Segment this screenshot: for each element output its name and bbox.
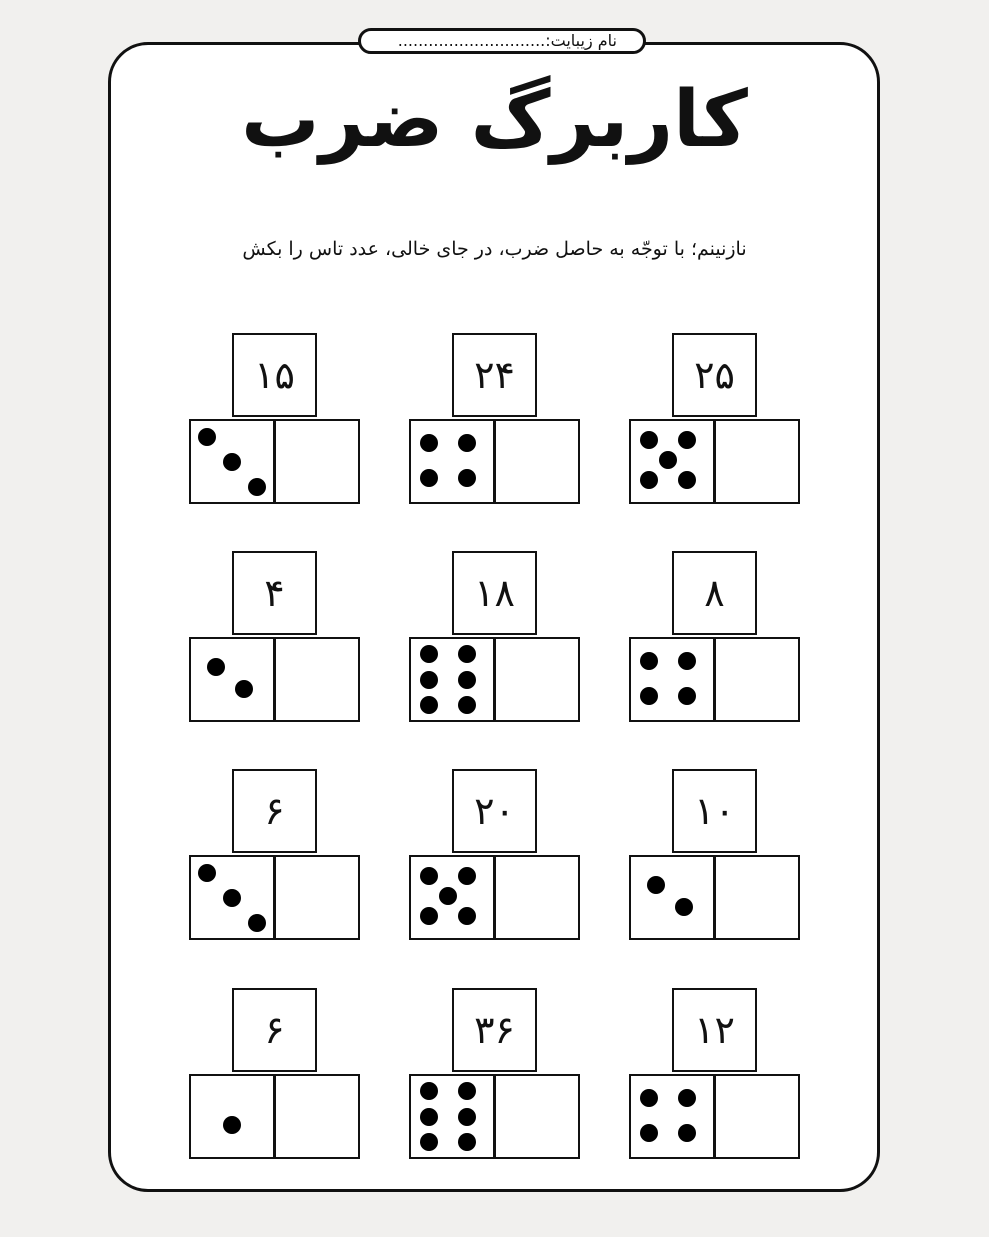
die-pip [420, 1108, 438, 1126]
die-face [409, 1074, 495, 1159]
die-pip [678, 652, 696, 670]
die-face [629, 637, 715, 722]
die-pip [223, 453, 241, 471]
die-pip [420, 1133, 438, 1151]
product-box: ۲۴ [452, 333, 537, 417]
product-box: ۲۵ [672, 333, 757, 417]
die-pip [235, 680, 253, 698]
die-face [409, 419, 495, 504]
die-pip [420, 469, 438, 487]
die-pip [458, 434, 476, 452]
die-pip [223, 1116, 241, 1134]
product-box: ۶ [232, 769, 317, 853]
die-pip [640, 431, 658, 449]
die-pip [458, 645, 476, 663]
product-box: ۱۰ [672, 769, 757, 853]
die-pip [640, 471, 658, 489]
die-pip [420, 867, 438, 885]
die-pip [420, 696, 438, 714]
answer-box[interactable] [274, 637, 360, 722]
die-pip [223, 889, 241, 907]
die-pip [458, 469, 476, 487]
answer-box[interactable] [274, 1074, 360, 1159]
answer-box[interactable] [714, 855, 800, 940]
die-pip [659, 451, 677, 469]
die-pip [248, 914, 266, 932]
die-pip [248, 478, 266, 496]
die-pip [198, 864, 216, 882]
answer-box[interactable] [494, 637, 580, 722]
die-pip [439, 887, 457, 905]
die-pip [420, 645, 438, 663]
die-face [189, 1074, 275, 1159]
answer-box[interactable] [274, 419, 360, 504]
die-pip [198, 428, 216, 446]
product-box: ۲۰ [452, 769, 537, 853]
answer-box[interactable] [714, 637, 800, 722]
die-pip [640, 1124, 658, 1142]
answer-box[interactable] [494, 1074, 580, 1159]
answer-box[interactable] [714, 1074, 800, 1159]
die-pip [678, 471, 696, 489]
answer-box[interactable] [274, 855, 360, 940]
die-pip [420, 671, 438, 689]
die-pip [678, 431, 696, 449]
die-pip [647, 876, 665, 894]
die-pip [458, 1108, 476, 1126]
die-pip [678, 1089, 696, 1107]
product-box: ۱۲ [672, 988, 757, 1072]
die-pip [458, 907, 476, 925]
name-field[interactable]: نام زیبایت:............................. [358, 28, 646, 54]
product-box: ۸ [672, 551, 757, 635]
product-box: ۴ [232, 551, 317, 635]
die-pip [458, 867, 476, 885]
product-box: ۱۸ [452, 551, 537, 635]
answer-box[interactable] [494, 855, 580, 940]
die-face [629, 419, 715, 504]
die-pip [640, 687, 658, 705]
die-pip [458, 1133, 476, 1151]
die-face [189, 637, 275, 722]
die-pip [640, 652, 658, 670]
die-pip [458, 1082, 476, 1100]
product-box: ۶ [232, 988, 317, 1072]
die-pip [675, 898, 693, 916]
die-face [629, 855, 715, 940]
die-pip [420, 907, 438, 925]
instruction-text: نازنینم؛ با توجّه به حاصل ضرب، در جای خالی، عدد تاس را بکش [242, 238, 747, 260]
die-pip [420, 1082, 438, 1100]
die-pip [420, 434, 438, 452]
die-pip [678, 1124, 696, 1142]
answer-box[interactable] [714, 419, 800, 504]
die-face [409, 855, 495, 940]
die-face [189, 855, 275, 940]
die-pip [458, 696, 476, 714]
product-box: ۳۶ [452, 988, 537, 1072]
die-pip [678, 687, 696, 705]
die-face [189, 419, 275, 504]
die-face [629, 1074, 715, 1159]
die-pip [458, 671, 476, 689]
die-pip [640, 1089, 658, 1107]
answer-box[interactable] [494, 419, 580, 504]
worksheet-title: کاربرگ ضرب [241, 75, 748, 165]
product-box: ۱۵ [232, 333, 317, 417]
die-face [409, 637, 495, 722]
die-pip [207, 658, 225, 676]
